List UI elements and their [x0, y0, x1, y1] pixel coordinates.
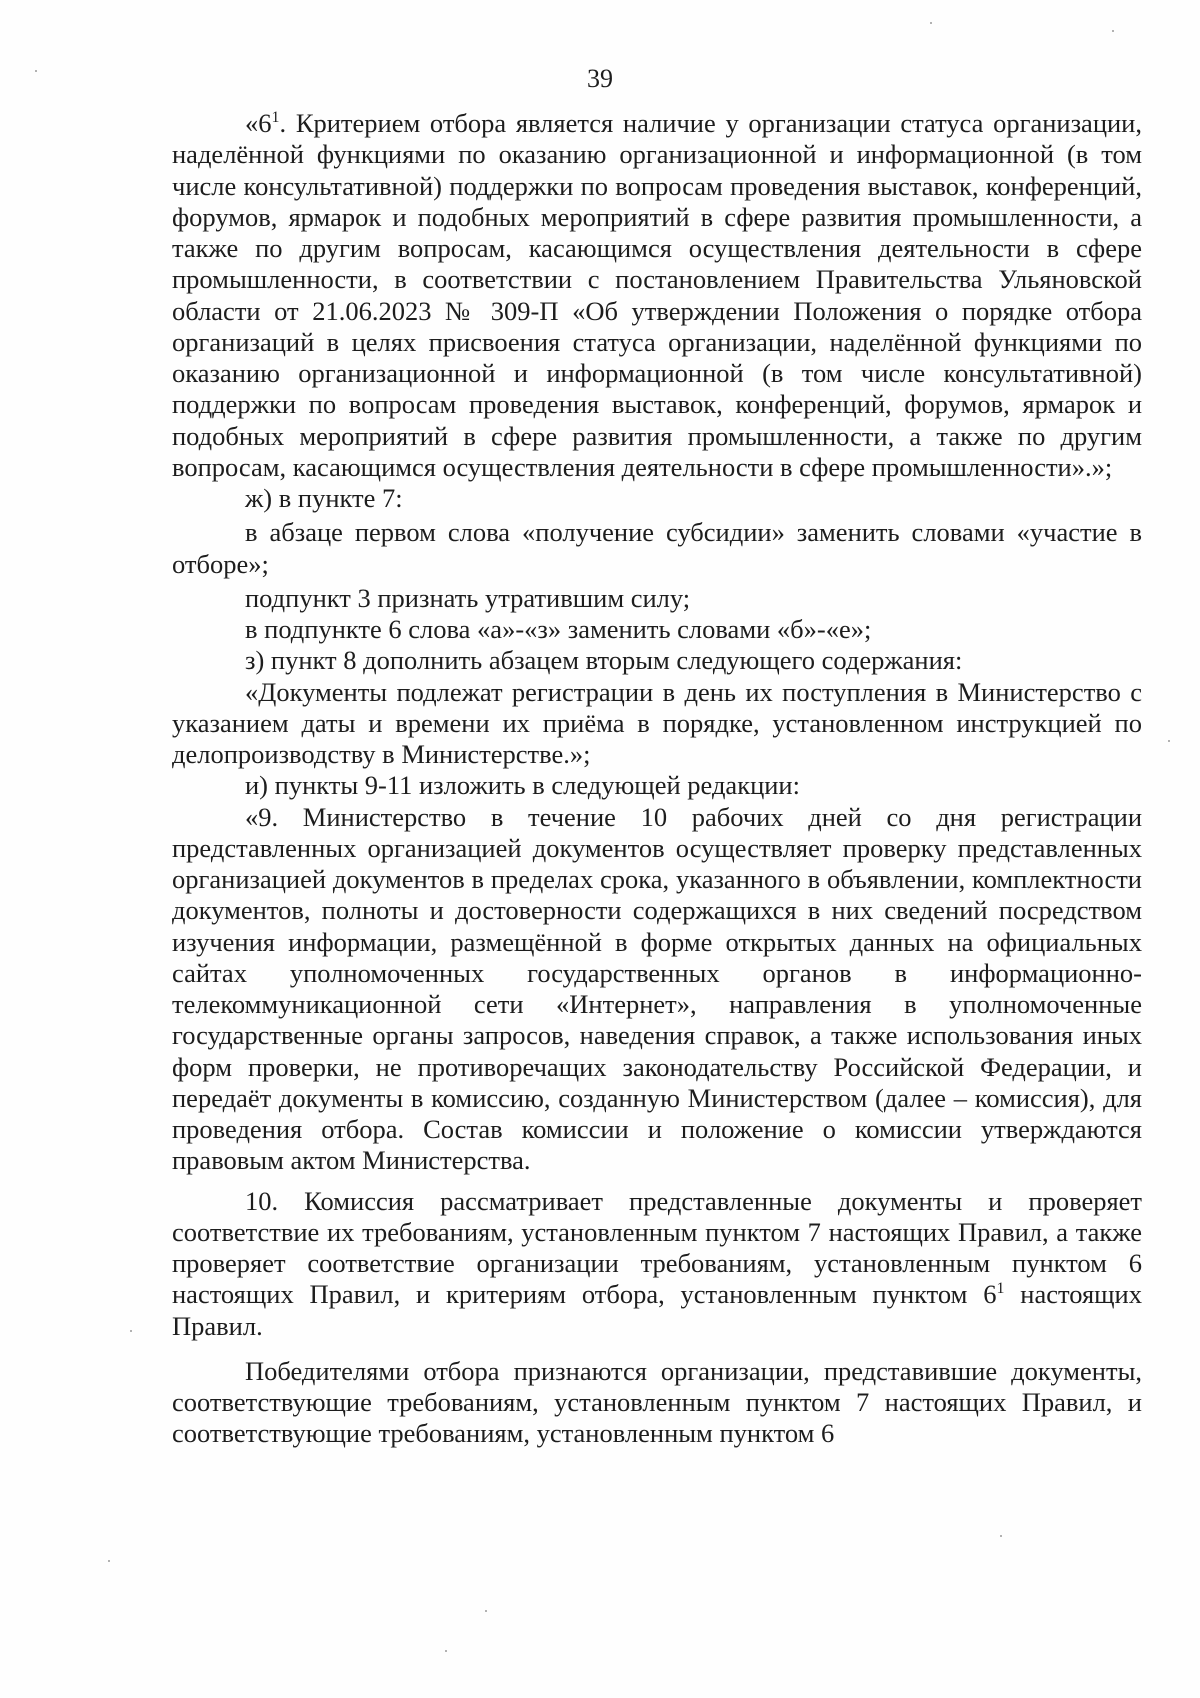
paragraph-winners: Победителями отбора признаются организации, представившие документы, соответствующие требованиям, установленным пунктом 7 настоящих Правил, и соответствующие требованиям, установленным пунктом 6: [172, 1355, 1142, 1449]
superscript: 1: [271, 109, 280, 126]
scan-speck: [1112, 30, 1114, 32]
scan-speck: [445, 1650, 447, 1652]
scan-speck: [130, 1330, 132, 1332]
paragraph-item-i: и) пункты 9-11 изложить в следующей редакции:: [245, 770, 800, 801]
paragraph-item-z: з) пункт 8 дополнить абзацем вторым следующего содержания:: [245, 645, 963, 676]
paragraph-documents-registration: «Документы подлежат регистрации в день их поступления в Министерство с указанием даты и времени их приёма в порядке, установленном инструкцией по делопроизводству в Министерстве.»;: [172, 676, 1142, 769]
paragraph-point-9: «9. Министерство в течение 10 рабочих дней со дня регистрации представленных организацией документов осуществляет проверку представленных организацией документов в пределах срока, указанного в объявлении, комплектности документов, полноты и достоверности содержащихся в них сведений посредством изучения информации, размещённой в форме открытых данных на официальных сайтах уполномоченных государственных органов в информационно-телекоммуникационной сети «Интернет», направления в уполномоченные государственные органы запросов, наведения справок, а также использования иных форм проверки, не противоречащих законодательству Российской Федерации, и передаёт документы в комиссию, созданную Министерством (далее – комиссия), для проведения отбора. Состав комиссии и положение о комиссии утверждаются правовым актом Министерства.: [172, 801, 1142, 1176]
paragraph-criterion-6-1: «$6^1$. Критерием отбора является наличие у организации статуса организации, наделённой функциями по оказанию организационной и информационной (в том числе консультативной) поддержки по вопросам проведения выставок, конференций, форумов, ярмарок и подобных мероприятий в сфере развития промышленности, а также по другим вопросам, касающимся осуществления деятельности в сфере промышленности, в соответствии с постановлением Правительства Ульяновской области от 21.06.2023 № 309-П «Об утверждении Положения о порядке отбора организаций в целях присвоения статуса организации, наделённой функциями по оказанию организационной и информационной (в том числе консультативной) поддержки по вопросам проведения выставок, конференций, форумов, ярмарок и подобных мероприятий в сфере развития промышленности, а также по другим вопросам, касающимся осуществления деятельности в сфере промышленности».»;: [172, 108, 1142, 482]
paragraph-item-zh: ж) в пункте 7:: [245, 483, 403, 513]
superscript: 1: [996, 1280, 1005, 1298]
scan-speck: [108, 1560, 110, 1562]
scan-speck: [930, 22, 932, 24]
scan-speck: [485, 1610, 487, 1612]
document-body: [172, 108, 1142, 1450]
paragraph-first-abzac: в абзаце первом слова «получение субсидии» заменить словами «участие в отборе»;: [172, 517, 1142, 579]
scan-speck: [1168, 740, 1170, 742]
page-number: 39: [587, 64, 613, 93]
paragraph-subitem-6: в подпункте 6 слова «а»-«з» заменить словами «б»-«е»;: [245, 614, 872, 644]
scan-speck: [35, 70, 37, 72]
scan-speck: [1000, 1535, 1002, 1537]
paragraph-subitem-3: подпункт 3 признать утратившим силу;: [245, 582, 691, 613]
paragraph-point-10: 10. Комиссия рассматривает представленные документы и проверяет соответствие их требованиям, установленным пунктом 7 настоящих Правил, а также проверяет соответствие организации требованиям, установленным пунктом 6 настоящих Правил, и критериям отбора, установленным пунктом $6^1$ настоящих Правил.: [172, 1185, 1142, 1341]
